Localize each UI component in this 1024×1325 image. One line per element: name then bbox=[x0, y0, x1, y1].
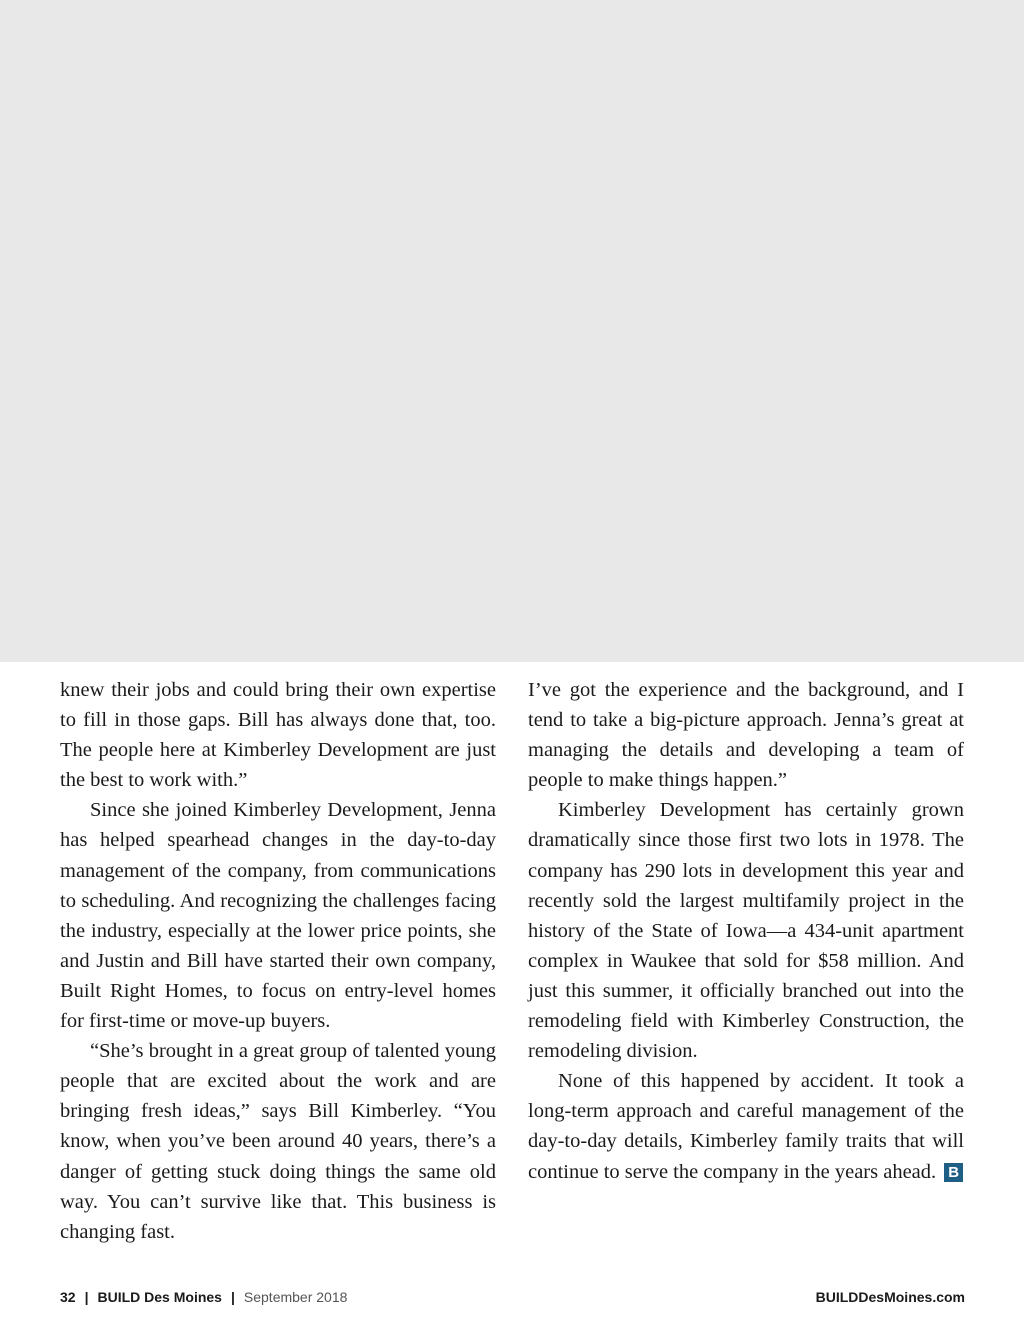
footer-separator: | bbox=[84, 1289, 89, 1305]
publication-name: BUILD Des Moines bbox=[97, 1289, 222, 1305]
paragraph-final-text: None of this happened by accident. It took a long-term approach and careful management of the day-to-day details, Kimberley family traits that will continue to serve the company in the years ahead. bbox=[528, 1070, 964, 1183]
footer-left bbox=[60, 1287, 347, 1307]
website-link[interactable]: BUILDDesMoines.com bbox=[815, 1289, 965, 1305]
issue-date: September 2018 bbox=[243, 1289, 348, 1305]
article-column-right bbox=[528, 675, 964, 1187]
photo-placeholder bbox=[0, 0, 1024, 662]
paragraph: I’ve got the experience and the background, and I tend to take a big-picture approach. Jenna’s great at managing the details and developing a team of people to make things happen.” bbox=[528, 679, 964, 792]
paragraph: “She’s brought in a great group of talented young people that are excited about the work and are bringing fresh ideas,” says Bill Kimberley. “You know, when you’ve been around 40 years, there’s a danger of getting stuck doing things the same old way. You can’t survive like that. This business is changing fast. bbox=[60, 1040, 496, 1243]
article-column-left bbox=[60, 675, 496, 1247]
footer-separator: | bbox=[230, 1289, 235, 1305]
end-of-article-icon: B bbox=[944, 1163, 963, 1182]
page-footer bbox=[60, 1287, 965, 1307]
paragraph: knew their jobs and could bring their own expertise to fill in those gaps. Bill has always done that, too. The people here at Kimberley Development are just the best to work with.” bbox=[60, 679, 496, 792]
paragraph-final bbox=[528, 1066, 964, 1186]
paragraph: Since she joined Kimberley Development, Jenna has helped spearhead changes in the day-to-day management of the company, from communications to scheduling. And recognizing the challenges facing the industry, especially at the lower price points, she and Justin and Bill have started their own company, Built Right Homes, to focus on entry-level homes for first-time or move-up buyers. bbox=[60, 799, 496, 1033]
paragraph: Kimberley Development has certainly grown dramatically since those first two lots in 1978. The company has 290 lots in development this year and recently sold the largest multifamily project in the history of the State of Iowa—a 434-unit apartment complex in Waukee that sold for $58 million. And just this summer, it officially branched out into the remodeling field with Kimberley Construction, the remodeling division. bbox=[528, 799, 964, 1063]
page-number: 32 bbox=[60, 1289, 76, 1305]
